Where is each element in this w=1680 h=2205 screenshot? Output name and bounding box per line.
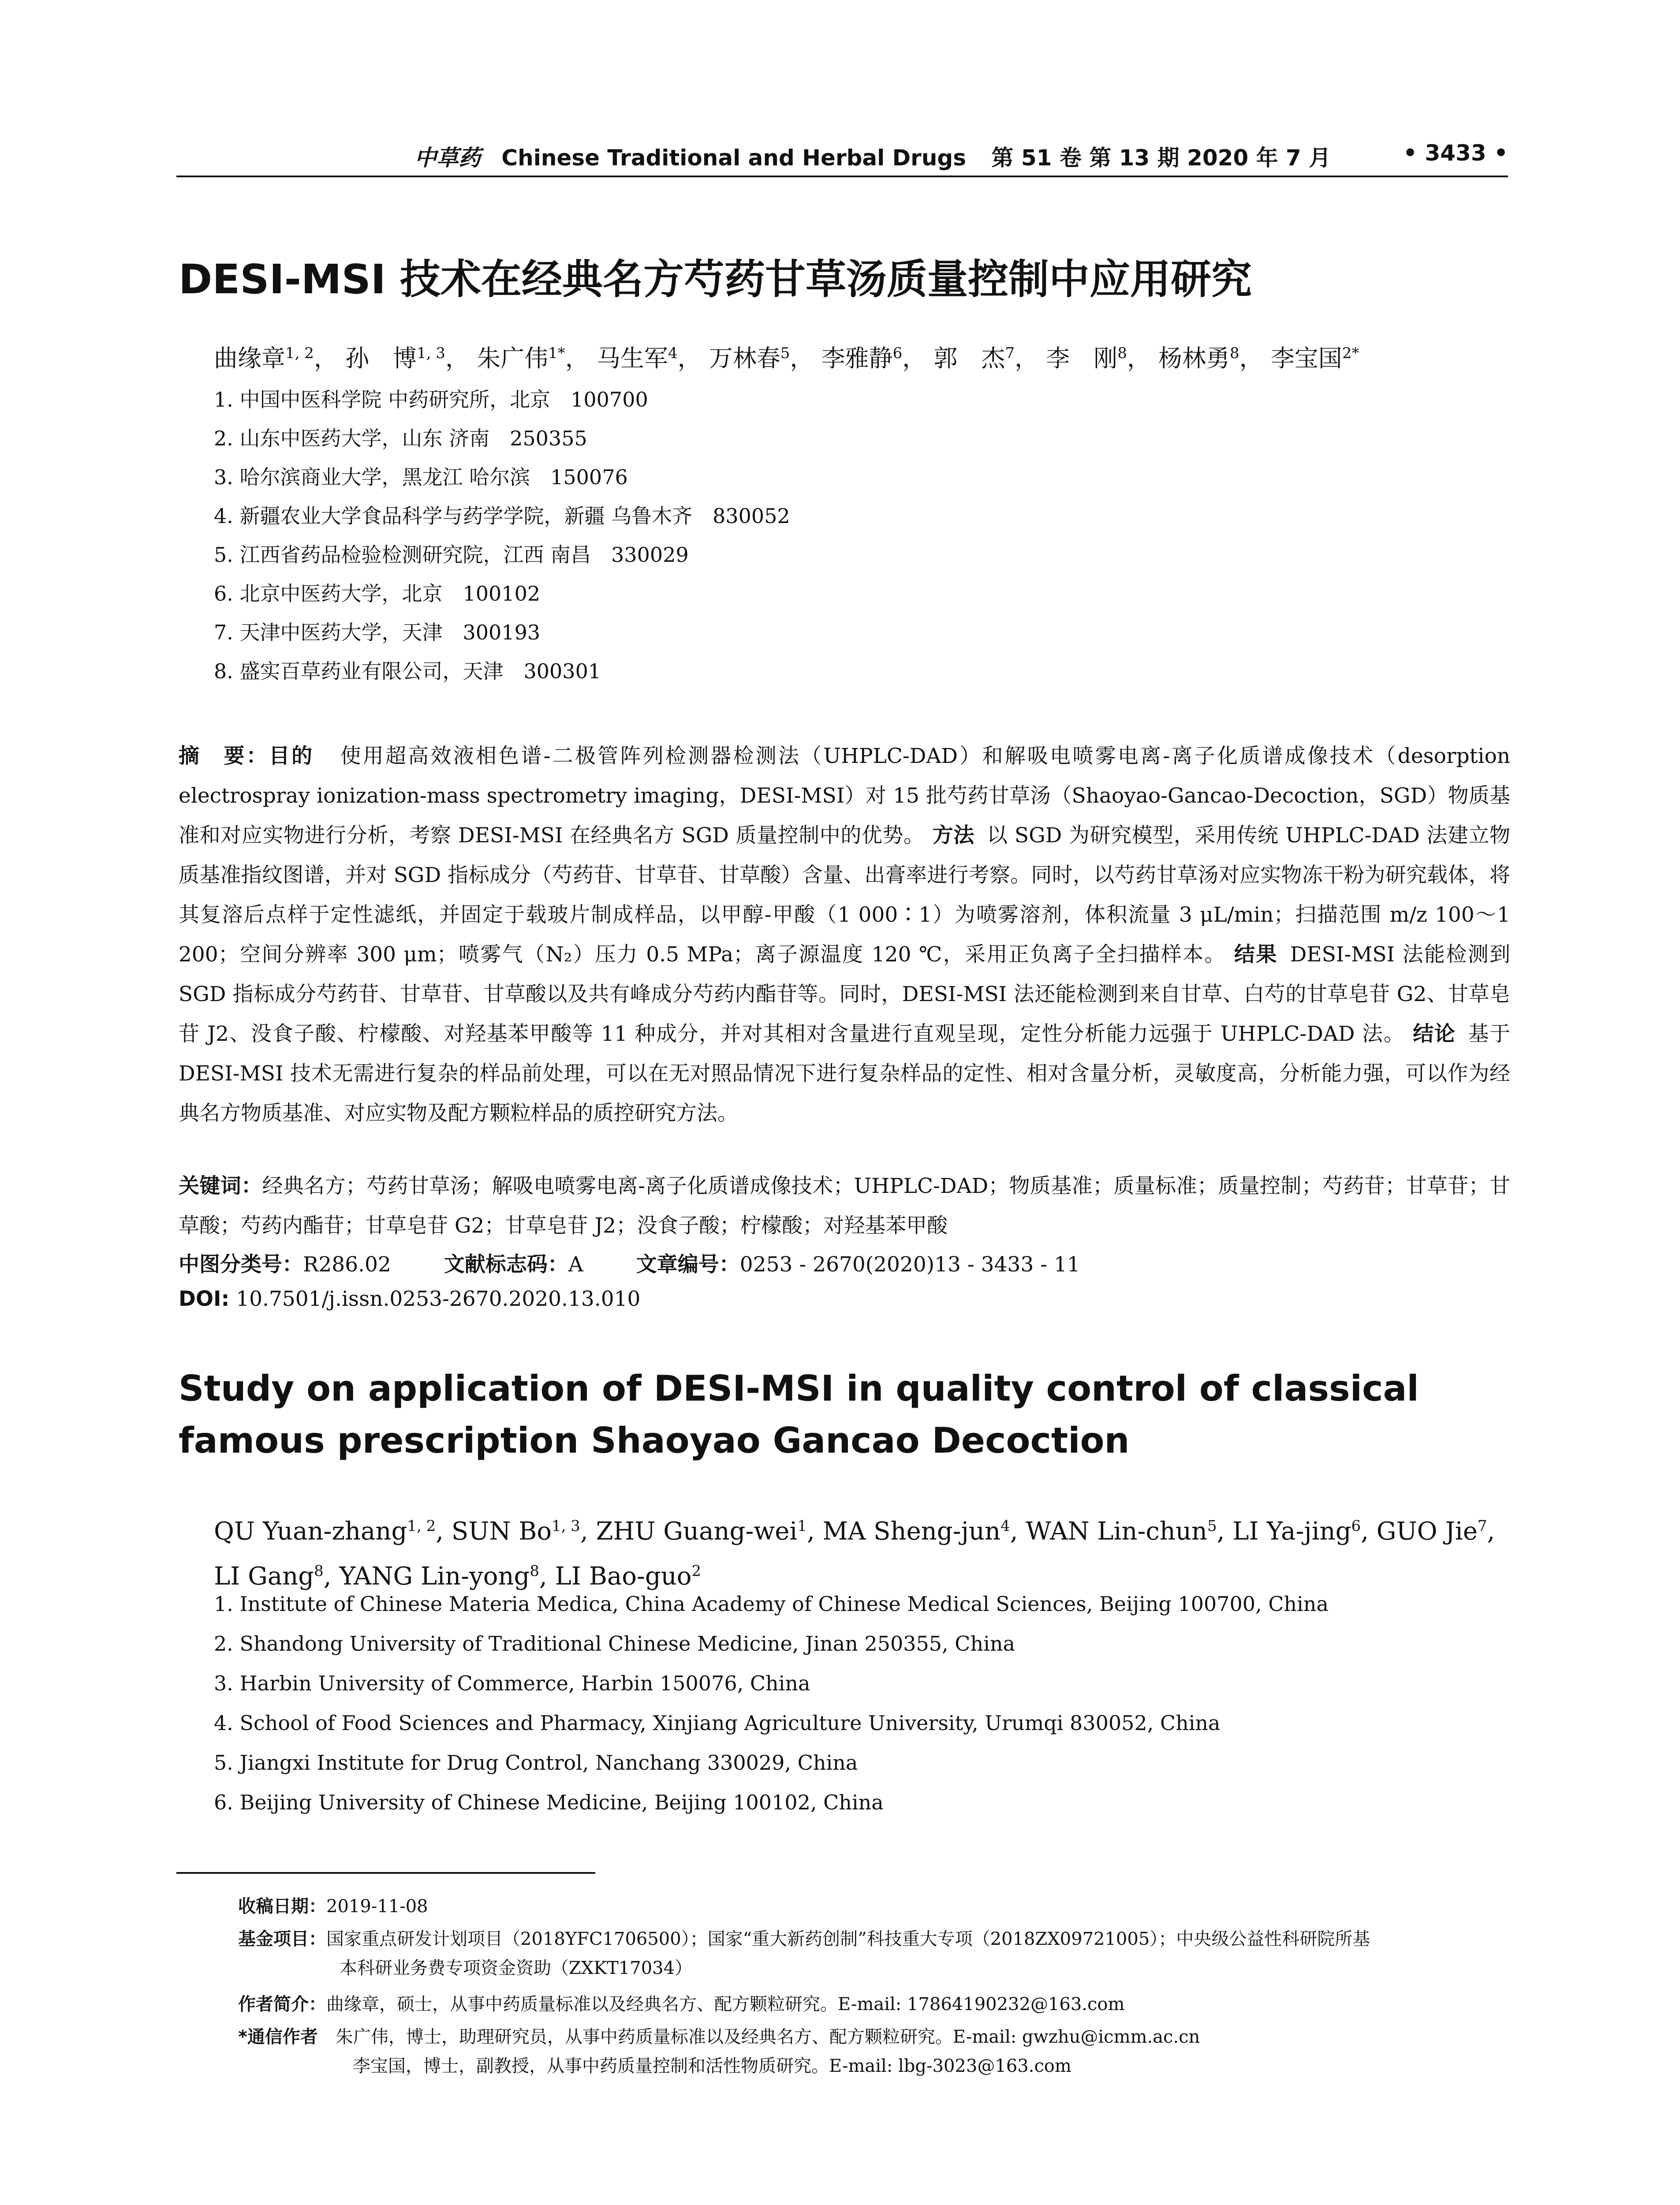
authors-en: QU Yuan-zhang$^{1, 2}$, SUN Bo$^{1, 3}$, ZHU Guang-wei$^1$, MA Sheng-jun$^4$, WAN Lin-chun$^5$, LI Ya-jing$^6$, GUO Jie$^7$, LI Gang$^8$, YANG Lin-yong$^8$, LI Bao-guo$^2$	[214, 1517, 1495, 1591]
affiliation-cn-2: 2. 山东中医药大学，山东 济南 250355	[214, 426, 587, 450]
objective-text: 使用超高效液相色谱-二极管阵列检测器检测法（UHPLC-DAD）和解吸电喷雾电离-离子化质谱成像技术（desorption electrospray ionization-mass spectrometry imaging，DESI-MSI）对 15 批芍药甘草汤（Shaoyao-Gancao-Decoction，SGD）物质基准和对应实物进行分析，考察 DESI-MSI 在经典名方 SGD 质量控制中的优势。	[179, 744, 1511, 848]
author-cn-2: 孙 博$^{1, 3}$	[345, 344, 445, 372]
fund-line-2: 本科研业务费专项资金资助（ZXKT17034）	[340, 1958, 693, 1978]
corr-1: 朱广伟，博士，助理研究员，从事中药质量标准以及经典名方、配方颗粒研究。E-mail: gwzhu@icmm.ac.cn	[335, 2027, 1200, 2047]
corr-label: *通信作者	[238, 2027, 318, 2047]
conclusion-text: 基于 DESI-MSI 技术无需进行复杂的样品前处理，可以在无对照品情况下进行复杂样品的定性、相对含量分析，灵敏度高，分析能力强，可以作为经典名方物质基准、对应实物及配方颗粒样品的质控研究方法。	[179, 1022, 1510, 1125]
keywords-label: 关键词：	[179, 1174, 262, 1198]
author-en-8: LI Gang$^8$	[214, 1562, 324, 1591]
affiliation-cn-1: 1. 中国中医科学院 中药研究所，北京 100700	[214, 388, 648, 411]
objective-label: 目的	[269, 744, 314, 768]
author-cn-7: 郭 杰$^7$	[933, 344, 1015, 372]
affiliation-en-6: 6. Beijing University of Chinese Medicine, Beijing 100102, China	[214, 1790, 884, 1814]
author-en-1: QU Yuan-zhang$^{1, 2}$	[214, 1517, 436, 1546]
journal-header	[414, 140, 1331, 172]
author-intro-label: 作者简介：	[238, 1994, 326, 2014]
footnote-received	[238, 1892, 1508, 1921]
author-cn-6: 李雅静$^6$	[821, 344, 903, 372]
received-value: 2019-11-08	[326, 1896, 428, 1917]
author-cn-4: 马生军$^4$	[596, 344, 678, 372]
author-en-5: WAN Lin-chun$^5$	[1026, 1517, 1217, 1546]
results-text: DESI-MSI 法能检测到 SGD 指标成分芍药苷、甘草苷、甘草酸以及共有峰成分芍药内酯苷等。同时，DESI-MSI 法还能检测到来自甘草、白芍的甘草皂苷 G2、甘草皂苷 J2、没食子酸、柠檬酸、对羟基苯甲酸等 11 种成分，并对其相对含量进行直观呈现，定性分析能力远强于 UHPLC-DAD 法。	[179, 942, 1511, 1046]
author-intro: 曲缘章，硕士，从事中药质量标准以及经典名方、配方颗粒研究。E-mail: 17864190232@163.com	[326, 1994, 1125, 2014]
author-en-7: GUO Jie$^7$	[1376, 1517, 1487, 1546]
author-en-10: LI Bao-guo$^2$	[555, 1562, 702, 1591]
clc-value: R286.02	[303, 1252, 391, 1277]
affiliation-en-5: 5. Jiangxi Institute for Drug Control, Nanchang 330029, China	[214, 1751, 858, 1775]
title-cn: DESI-MSI 技术在经典名方芍药甘草汤质量控制中应用研究	[179, 256, 1252, 303]
author-cn-9: 杨林勇$^8$	[1158, 344, 1239, 372]
affiliation-en-2: 2. Shandong University of Traditional Chinese Medicine, Jinan 250355, China	[214, 1632, 1015, 1656]
author-cn-8: 李 刚$^8$	[1046, 344, 1127, 372]
author-en-4: MA Sheng-jun$^4$	[822, 1517, 1010, 1546]
abstract	[179, 736, 1510, 1133]
fund-label: 基金项目：	[238, 1929, 326, 1949]
author-cn-10: 李宝国$^{2*}$	[1270, 344, 1359, 372]
affiliation-cn-8: 8. 盛实百草药业有限公司，天津 300301	[214, 659, 601, 683]
page-number: • 3433 •	[1403, 140, 1508, 166]
corr-2: 李宝国，博士，副教授，从事中药质量控制和活性物质研究。E-mail: lbg-3023@163.com	[353, 2056, 1071, 2076]
methods-text: 以 SGD 为研究模型，采用传统 UHPLC-DAD 法建立物质基准指纹图谱，并对 SGD 指标成分（芍药苷、甘草苷、甘草酸）含量、出膏率进行考察。同时，以芍药甘草汤对应实物冻干粉为研究载体，将其复溶后点样于定性滤纸，并固定于载玻片制成样品，以甲醇-甲酸（1 000∶1）为喷雾溶剂，体积流量 3 μL/min；扫描范围 m/z 100～1 200；空间分辨率 300 μm；喷雾气（N₂）压力 0.5 MPa；离子源温度 120 ℃，采用正负离子全扫描样本。	[179, 823, 1510, 967]
running-header	[176, 140, 1508, 176]
journal-name-en: Chinese Traditional and Herbal Drugs	[501, 145, 966, 171]
author-en-6: LI Ya-jing$^6$	[1232, 1517, 1361, 1546]
doccode-label: 文献标志码：	[444, 1252, 568, 1277]
fund-line-1: 国家重点研发计划项目（2018YFC1706500）；国家“重大新药创制”科技重大专项（2018ZX09721005）；中央级公益性科研院所基	[326, 1929, 1370, 1949]
conclusion-label: 结论	[1413, 1022, 1456, 1046]
keywords-text: 经典名方；芍药甘草汤；解吸电喷雾电离-离子化质谱成像技术；UHPLC-DAD；物质基准；质量标准；质量控制；芍药苷；甘草苷；甘草酸；芍药内酯苷；甘草皂苷 G2；甘草皂苷 J2；没食子酸；柠檬酸；对羟基苯甲酸	[179, 1174, 1510, 1238]
doi-line	[179, 1287, 640, 1311]
doccode-value: A	[568, 1252, 583, 1277]
affiliation-cn-3: 3. 哈尔滨商业大学，黑龙江 哈尔滨 150076	[214, 465, 628, 489]
author-cn-5: 万林春$^5$	[709, 344, 790, 372]
affiliation-en-1: 1. Institute of Chinese Materia Medica, China Academy of Chinese Medical Sciences, Beijing 100700, China	[214, 1592, 1329, 1616]
journal-name-cn: 中草药	[414, 145, 481, 171]
affiliation-cn-4: 4. 新疆农业大学食品科学与药学学院，新疆 乌鲁木齐 830052	[214, 504, 790, 528]
header-rule	[176, 176, 1508, 177]
affiliation-en-3: 3. Harbin University of Commerce, Harbin 150076, China	[214, 1671, 810, 1695]
footnote-fund	[238, 1925, 1508, 1983]
author-en-2: SUN Bo$^{1, 3}$	[451, 1517, 580, 1546]
articleno-label: 文章编号：	[636, 1252, 740, 1277]
footnote-rule	[176, 1872, 595, 1874]
affiliation-cn-6: 6. 北京中医药大学，北京 100102	[214, 582, 541, 605]
affiliation-cn-7: 7. 天津中医药大学，天津 300193	[214, 620, 541, 644]
classification-line	[179, 1248, 1080, 1278]
author-cn-3: 朱广伟$^{1*}$	[477, 344, 565, 372]
affiliation-en-4: 4. School of Food Sciences and Pharmacy, Xinjiang Agriculture University, Urumqi 830052, China	[214, 1711, 1221, 1735]
received-label: 收稿日期：	[238, 1896, 326, 1917]
issue-info: 第 51 卷 第 13 期 2020 年 7 月	[991, 145, 1331, 171]
authors-cn: 曲缘章$^{1, 2}$， 孙 博$^{1, 3}$， 朱广伟$^{1*}$， 马生军$^4$， 万林春$^5$， 李雅静$^6$， 郭 杰$^7$， 李 刚$^8$， 杨林勇$^8$， 李宝国$^{2*}$	[214, 344, 1359, 372]
footnote-correspondence	[238, 2022, 1508, 2081]
articleno-value: 0253 - 2670(2020)13 - 3433 - 11	[739, 1252, 1080, 1277]
author-en-3: ZHU Guang-wei$^1$	[596, 1517, 807, 1546]
results-label: 结果	[1234, 942, 1278, 967]
author-cn-1: 曲缘章$^{1, 2}$	[214, 344, 314, 372]
clc-label: 中图分类号：	[179, 1252, 303, 1277]
doi-label: DOI:	[179, 1287, 230, 1311]
title-en: Study on application of DESI-MSI in quality control of classical famous prescription Shaoyao Gancao Decoction	[179, 1368, 1419, 1461]
author-en-9: YANG Lin-yong$^8$	[339, 1562, 539, 1591]
keywords	[179, 1166, 1510, 1246]
methods-label: 方法	[932, 823, 974, 848]
doi-value: 10.7501/j.issn.0253-2670.2020.13.010	[236, 1287, 641, 1311]
footnote-author	[238, 1990, 1508, 2019]
affiliation-cn-5: 5. 江西省药品检验检测研究院，江西 南昌 330029	[214, 543, 689, 567]
abstract-label: 摘 要：	[179, 744, 269, 768]
